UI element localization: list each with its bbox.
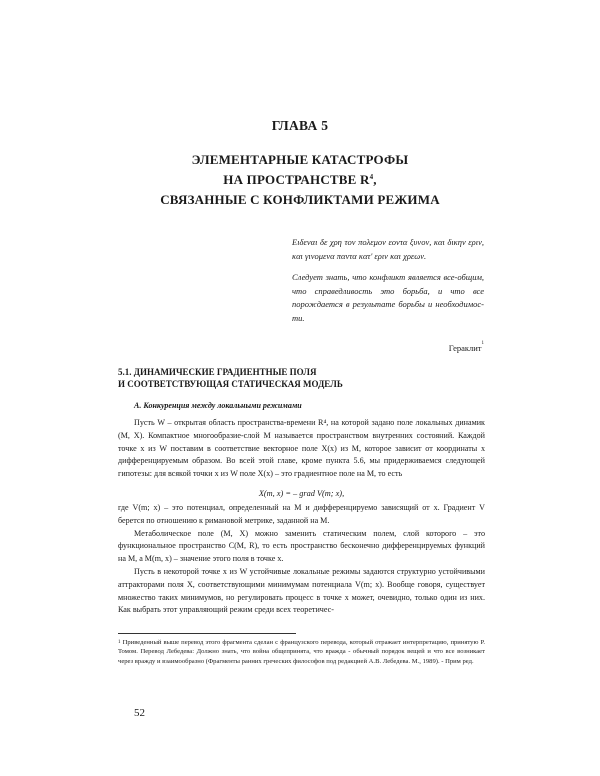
superscript-four: 4 (369, 173, 374, 181)
section-heading (118, 366, 343, 390)
body-paragraph-4: Пусть в некоторой точке x из W устойчивые локальные режимы задаются структурно устойчивыми аттракторами поля X, соответствующими минимумам потенциала V(m; x). Вообще говоря, существует множество таких минимумов, но регулировать процесс в точке x может, очевидно, только один из них. Как выбрать этот управляющий режим среди всех теоретичес- (118, 566, 485, 615)
epigraph (292, 236, 484, 325)
section-heading-line-2: И СООТВЕТСТВУЮЩАЯ СТАТИЧЕСКАЯ МОДЕЛЬ (118, 379, 343, 389)
body-paragraph-1-block (118, 417, 485, 481)
chapter-title-line-2: НА ПРОСТРАНСТВЕ $R^4$, (223, 172, 377, 187)
epigraph-greek: Ειδεναι δε χρη τον πολεμον εοντα ξυνον, και δικην εριν, και γινομενα παντα κατ' εριν και χρεων. (292, 237, 484, 261)
footnote-divider (118, 633, 296, 634)
footnote-reference-mark: 1 (481, 341, 484, 346)
chapter-title-line-1: ЭЛЕМЕНТАРНЫЕ КАТАСТРОФЫ (191, 152, 409, 167)
body-paragraph-1: Пусть W – открытая область пространства-времени R⁴, на которой задано поле локальных динамик (M, X). Компактное многообразие-слой M называется пространством внутренних состояний. Каждой точке x из W поставим в соответствие векторное поле X(x) из M, которое зависит от координаты x дифференцируемым образом. Во всей этой главе, кроме пункта 5.6, мы придерживаемся следующей гипотезы: для всякой точки x из W поле X(x) – это градиентное поле на M, то есть (118, 418, 485, 479)
chapter-label: ГЛАВА 5 (271, 118, 329, 133)
gradient-formula: X(m, x) = – grad V(m; x), (258, 489, 345, 498)
footnote-text: Приведенный выше перевод этого фрагмента сделан с французского перевода, который отражает интерпретацию, принятую Р. Томом. Перевод Лебедева: Должно знать, что война общепринята, что вражда - обычный порядок вещей и что все возникает через вражду и взаимообразно (Фрагменты ранних греческих философов под редакцией А.В. Лебедева. М., 1989). - Прим ред. (118, 639, 485, 665)
subsection-heading: A. Конкуренция между локальными режимами (134, 401, 302, 410)
footnote-mark: 1 (118, 640, 121, 645)
body-paragraph-2: где V(m; x) – это потенциал, определенный на M и дифференцируемо зависящий от x. Градиент V берется по отношению к римановой метрике, заданной на M. (118, 503, 485, 525)
body-paragraph-3: Метаболическое поле (M, X) можно заменить статическим полем, слой которого – это функциональное пространство C(M, R), то есть пространство бесконечно дифференцируемых функций на M, а M(m, x) – значение этого поля в точке x. (118, 528, 485, 564)
section-heading-line-1: 5.1. ДИНАМИЧЕСКИЕ ГРАДИЕНТНЫЕ ПОЛЯ (118, 367, 317, 377)
chapter-title (0, 150, 600, 210)
epigraph-attribution: Гераклит$^1$ (448, 341, 484, 353)
chapter-title-line-3: СВЯЗАННЫЕ С КОНФЛИКТАМИ РЕЖИМА (160, 192, 440, 207)
page-number: 52 (134, 707, 145, 719)
footnote (118, 638, 485, 666)
epigraph-russian: Следует знать, что конфликт является все-общим, что справедливость это борьба, и что все порождается в результате борьбы и необходимос-ти. (292, 272, 484, 323)
body-text-block (118, 502, 485, 617)
